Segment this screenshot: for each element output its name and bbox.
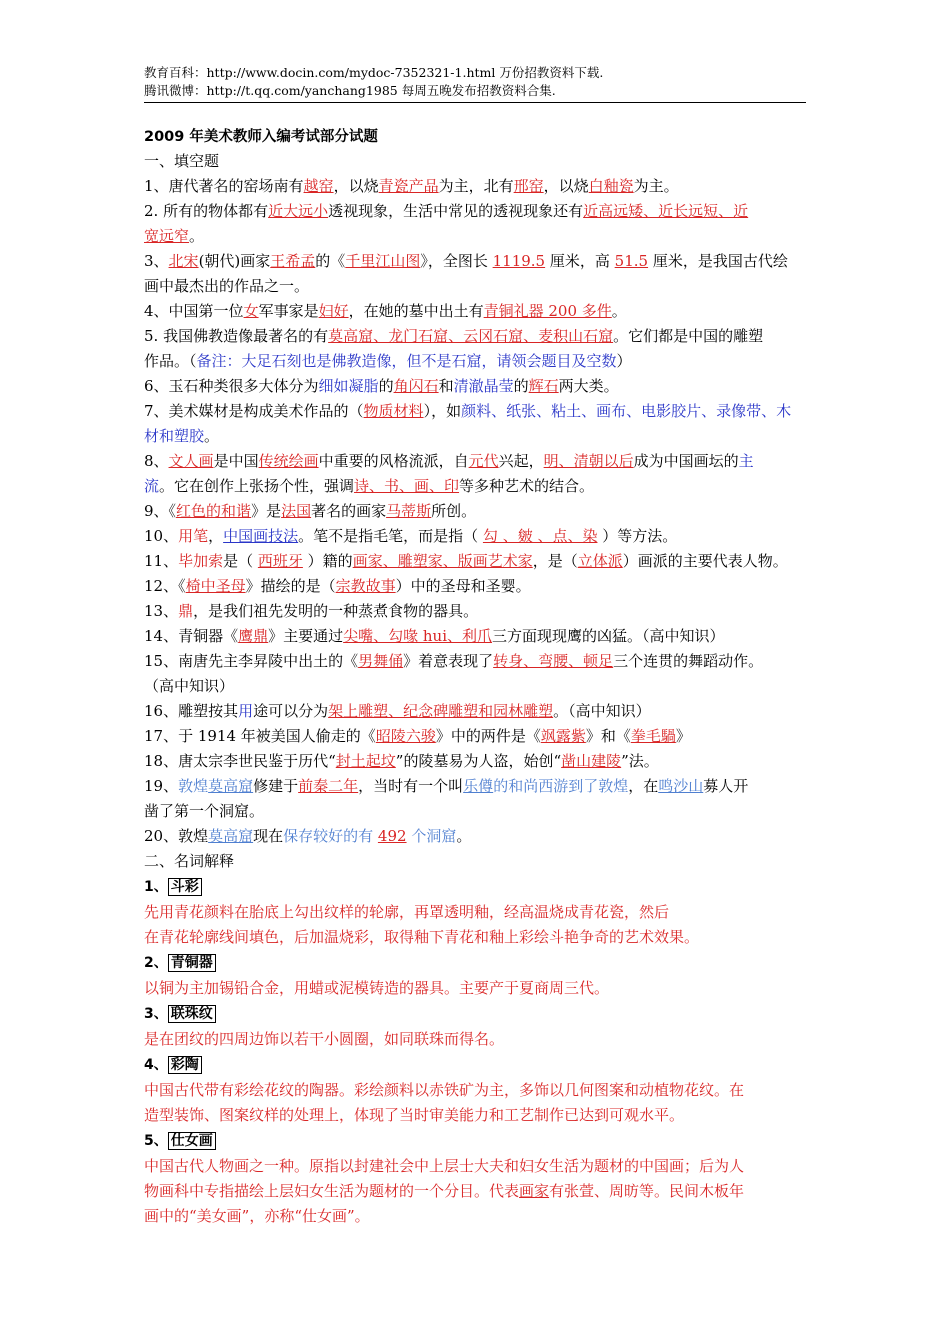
answer: 凿山建陵 bbox=[561, 752, 622, 770]
answer: 王希孟 bbox=[270, 252, 316, 270]
text: ，是我们祖先发明的一种蒸煮食物的器具。 bbox=[193, 602, 479, 620]
term-1-definition: 在青花轮廓线间填色，后加温烧彩，取得釉下青花和釉上彩绘斗艳争奇的艺术效果。 bbox=[144, 928, 700, 946]
document-title: 2009 年美术教师入编考试部分试题 bbox=[144, 129, 378, 145]
answer: 邢窑 bbox=[513, 177, 544, 195]
answer: 乐僔 bbox=[463, 777, 494, 795]
question-4 bbox=[144, 299, 806, 324]
text: 成为中国画坛的 bbox=[633, 452, 739, 470]
question-5-cont bbox=[144, 349, 806, 374]
question-11 bbox=[144, 549, 806, 574]
note: 备注：大足石刻也是佛教造像，但不是石窟，请领会题目及空数 bbox=[196, 352, 617, 370]
text: 现在 bbox=[253, 827, 284, 845]
header-line-2: 腾讯微博：http://t.qq.com/yanchang1985 每周五晚发布招教资料合集. bbox=[144, 83, 556, 98]
text: 三个连贯的舞蹈动作。 bbox=[613, 652, 764, 670]
term-4-heading bbox=[144, 1052, 806, 1078]
question-10 bbox=[144, 524, 806, 549]
text: 。它们都是中国的雕塑 bbox=[613, 327, 764, 345]
answer: 前秦二年 bbox=[298, 777, 359, 795]
text: 3、 bbox=[144, 252, 169, 270]
term-number: 5、 bbox=[144, 1133, 168, 1149]
term-label: 联珠纹 bbox=[168, 1005, 216, 1023]
answer: 封土起坟 bbox=[335, 752, 396, 770]
section-heading-fill-blank: 一、填空题 bbox=[144, 152, 220, 170]
text: 》和《 bbox=[585, 727, 631, 745]
answer: 鹰鼎 bbox=[238, 627, 269, 645]
question-12 bbox=[144, 574, 806, 599]
text: 。笔不是指毛笔，而是指（ bbox=[298, 527, 483, 545]
text: 三方面现现鹰的凶猛。（高中知识） bbox=[492, 627, 725, 645]
text: 9、《 bbox=[144, 502, 177, 520]
term-number: 1、 bbox=[144, 879, 168, 895]
answer: 青瓷产品 bbox=[378, 177, 439, 195]
question-8-cont bbox=[144, 474, 806, 499]
question-15-cont: （高中知识） bbox=[144, 677, 235, 695]
text: 》中的两件是《 bbox=[435, 727, 541, 745]
text: ，以烧 bbox=[543, 177, 589, 195]
text: 作品。（ bbox=[144, 352, 197, 370]
answer: 莫高窟、龙门石窟、云冈石窟、麦积山石窟 bbox=[328, 327, 614, 345]
answer: 传统绘画 bbox=[258, 452, 319, 470]
answer: 越窑 bbox=[303, 177, 334, 195]
answer: 立体派 bbox=[577, 552, 623, 570]
text: 19、 bbox=[144, 777, 179, 795]
question-3-cont: 画中最杰出的作品之一。 bbox=[144, 277, 310, 295]
answer: 昭陵六骏 bbox=[375, 727, 436, 745]
document-page bbox=[144, 64, 806, 1229]
answer: 文人画 bbox=[168, 452, 214, 470]
answer: 千里江山图 bbox=[345, 252, 421, 270]
text: 。（高中知识） bbox=[553, 702, 651, 720]
answer: 法国 bbox=[281, 502, 312, 520]
text: 14、青铜器《 bbox=[144, 627, 239, 645]
question-5 bbox=[144, 324, 806, 349]
term-1-heading bbox=[144, 874, 806, 900]
question-2 bbox=[144, 199, 806, 224]
text: 修建于 bbox=[253, 777, 299, 795]
page-header bbox=[144, 64, 806, 100]
text: ，是（ bbox=[532, 552, 578, 570]
text: 》着意表现了 bbox=[403, 652, 494, 670]
answer: 清澈晶莹 bbox=[453, 377, 514, 395]
answer: 鼎 bbox=[178, 602, 194, 620]
text: 。它在创作上张扬个性，强调 bbox=[159, 477, 355, 495]
text: 中重要的风格流派，自 bbox=[318, 452, 469, 470]
term-5-definition: 中国古代人物画之一种。原指以封建社会中上层士大夫和妇女生活为题材的中国画；后为人 bbox=[144, 1157, 745, 1175]
text: 11、 bbox=[144, 552, 179, 570]
answer: 毕加索 bbox=[178, 552, 224, 570]
term-5-heading bbox=[144, 1128, 806, 1154]
answer: 近大远小 bbox=[268, 202, 329, 220]
text: 》是 bbox=[251, 502, 282, 520]
question-16 bbox=[144, 699, 806, 724]
answer: 个洞窟 bbox=[406, 827, 457, 845]
answer: 1119.5 bbox=[492, 252, 546, 270]
answer: 红色的和谐 bbox=[176, 502, 252, 520]
text: 所创。 bbox=[431, 502, 477, 520]
question-7-cont bbox=[144, 424, 806, 449]
answer: 的和尚西游到了敦煌 bbox=[493, 777, 629, 795]
text: 13、 bbox=[144, 602, 179, 620]
text: ），如 bbox=[423, 402, 462, 420]
term-number: 2、 bbox=[144, 955, 168, 971]
answer: 椅中圣母 bbox=[185, 577, 246, 595]
term-5-definition bbox=[144, 1179, 806, 1204]
answer: 近高远矮、近长远短、近 bbox=[583, 202, 749, 220]
text: 20、敦煌 bbox=[144, 827, 209, 845]
text: 5. 我国佛教造像最著名的有 bbox=[144, 327, 329, 345]
text: 有张萱、周昉等。民间木板年 bbox=[549, 1182, 745, 1200]
text: 为主。 bbox=[633, 177, 679, 195]
text: 厘米，高 bbox=[545, 252, 615, 270]
text: ，在 bbox=[628, 777, 659, 795]
question-17 bbox=[144, 724, 806, 749]
answer: 莫高窟 bbox=[208, 777, 254, 795]
answer: 元代 bbox=[468, 452, 499, 470]
answer: 诗、书、画、印 bbox=[354, 477, 460, 495]
question-6 bbox=[144, 374, 806, 399]
question-15 bbox=[144, 649, 806, 674]
term-3-heading bbox=[144, 1001, 806, 1027]
answer: 女 bbox=[243, 302, 259, 320]
text: 》 bbox=[675, 727, 691, 745]
answer: 白釉瓷 bbox=[588, 177, 634, 195]
text: 透视现象，生活中常见的透视现象还有 bbox=[328, 202, 584, 220]
answer: 物质材料 bbox=[363, 402, 424, 420]
text: ”的陵墓易为人盗，始创“ bbox=[395, 752, 562, 770]
text: 兴起， bbox=[498, 452, 544, 470]
question-18 bbox=[144, 749, 806, 774]
text: 》描绘的是（ bbox=[245, 577, 336, 595]
text: ）中的圣母和圣婴。 bbox=[395, 577, 531, 595]
text: 12、《 bbox=[144, 577, 186, 595]
section-heading-terms: 二、名词解释 bbox=[144, 852, 235, 870]
text: ，以烧 bbox=[333, 177, 379, 195]
answer: 妇好 bbox=[318, 302, 349, 320]
term-1-definition: 先用青花颜料在胎底上勾出纹样的轮廓，再罩透明釉，经高温烧成青花瓷，然后 bbox=[144, 903, 670, 921]
answer: 青铜礼器 200 多件 bbox=[483, 302, 612, 320]
text: ）等方法。 bbox=[597, 527, 678, 545]
term-4-definition: 造型装饰、图案纹样的处理上，体现了当时审美能力和工艺制作已达到可观水平。 bbox=[144, 1106, 685, 1124]
answer: 主 bbox=[738, 452, 754, 470]
question-8 bbox=[144, 449, 806, 474]
text: 著名的画家 bbox=[311, 502, 387, 520]
question-3 bbox=[144, 249, 806, 274]
answer: 西班牙 bbox=[257, 552, 303, 570]
text: 》，全图长 bbox=[420, 252, 493, 270]
answer: 宗教故事 bbox=[335, 577, 396, 595]
text: 等多种艺术的结合。 bbox=[459, 477, 595, 495]
answer: 画家、雕塑家、版画艺术家 bbox=[352, 552, 533, 570]
answer: 男舞俑 bbox=[358, 652, 404, 670]
text: 两大类。 bbox=[558, 377, 619, 395]
answer: 用 bbox=[238, 702, 254, 720]
text: 。 bbox=[456, 827, 472, 845]
answer: 辉石 bbox=[528, 377, 559, 395]
answer: 明、清朝以后 bbox=[543, 452, 634, 470]
text: 17、于 1914 年被美国人偷走的《 bbox=[144, 727, 376, 745]
text: ）籍的 bbox=[302, 552, 353, 570]
answer: 转身、弯腰、顿足 bbox=[493, 652, 614, 670]
text: 7、美术媒材是构成美术作品的（ bbox=[144, 402, 364, 420]
text: 是（ bbox=[223, 552, 258, 570]
text: 2. 所有的物体都有 bbox=[144, 202, 269, 220]
text: 6、玉石种类很多大体分为 bbox=[144, 377, 319, 395]
term-label: 青铜器 bbox=[168, 954, 216, 972]
question-1 bbox=[144, 174, 806, 199]
term-2-definition: 以铜为主加锡铅合金，用蜡或泥模铸造的器具。主要产于夏商周三代。 bbox=[144, 979, 610, 997]
text: 厘米，是我国古代绘 bbox=[648, 252, 788, 270]
text: 。 bbox=[204, 427, 220, 445]
answer: 材和塑胶 bbox=[144, 427, 205, 445]
text: 的《 bbox=[315, 252, 346, 270]
question-13 bbox=[144, 599, 806, 624]
answer: 马蒂斯 bbox=[386, 502, 432, 520]
answer: 51.5 bbox=[614, 252, 649, 270]
answer: 莫高窟 bbox=[208, 827, 254, 845]
term-3-definition: 是在团纹的四周边饰以若干小圆圈，如同联珠而得名。 bbox=[144, 1030, 505, 1048]
answer: 颜料、纸张、粘土、画布、电影胶片、录像带、木 bbox=[461, 402, 792, 420]
term-number: 4、 bbox=[144, 1057, 168, 1073]
text: ）画派的主要代表人物。 bbox=[622, 552, 788, 570]
term-4-definition: 中国古代带有彩绘花纹的陶器。彩绘颜料以赤铁矿为主，多饰以几何图案和动植物花纹。在 bbox=[144, 1081, 745, 1099]
text: 为主，北有 bbox=[438, 177, 514, 195]
question-7 bbox=[144, 399, 806, 424]
text: 4、中国第一位 bbox=[144, 302, 244, 320]
term-label: 彩陶 bbox=[168, 1056, 202, 1074]
text: ，在她的墓中出土有 bbox=[348, 302, 484, 320]
term-number: 3、 bbox=[144, 1006, 168, 1022]
text: 。 bbox=[189, 227, 205, 245]
answer: 北宋 bbox=[168, 252, 199, 270]
question-19 bbox=[144, 774, 806, 799]
text: 1、唐代著名的窑场南有 bbox=[144, 177, 304, 195]
term-label: 斗彩 bbox=[168, 878, 202, 896]
term-2-heading bbox=[144, 950, 806, 976]
term-label: 仕女画 bbox=[168, 1132, 216, 1150]
answer: 中国画技法 bbox=[223, 527, 299, 545]
text: 画家 bbox=[519, 1182, 550, 1200]
answer: 用笔 bbox=[178, 527, 209, 545]
term-5-definition: 画中的“美女画”，亦称“仕女画”。 bbox=[144, 1207, 370, 1225]
text: 募人开 bbox=[703, 777, 749, 795]
text: 途可以分为 bbox=[253, 702, 329, 720]
answer: 飒露紫 bbox=[540, 727, 586, 745]
text: 和 bbox=[438, 377, 454, 395]
text: ”法。 bbox=[621, 752, 659, 770]
answer: 尖嘴、勾喙 hui、利爪 bbox=[343, 627, 493, 645]
text: 的 bbox=[378, 377, 394, 395]
question-19-cont: 凿了第一个洞窟。 bbox=[144, 802, 265, 820]
text: 16、雕塑按其 bbox=[144, 702, 239, 720]
text: ） bbox=[616, 352, 632, 370]
answer: 保存较好的有 bbox=[283, 827, 378, 845]
question-20 bbox=[144, 824, 806, 849]
text: ， bbox=[208, 527, 224, 545]
text: 军事家是 bbox=[258, 302, 319, 320]
text: (朝代)画家 bbox=[198, 252, 271, 270]
question-9 bbox=[144, 499, 806, 524]
answer: 勾 、皴 、点、染 bbox=[482, 527, 598, 545]
answer: 492 bbox=[377, 827, 407, 845]
answer: 敦煌 bbox=[178, 777, 209, 795]
text: 》主要通过 bbox=[268, 627, 344, 645]
text: 10、 bbox=[144, 527, 179, 545]
text: 15、南唐先主李昇陵中出土的《 bbox=[144, 652, 359, 670]
text: 是中国 bbox=[213, 452, 259, 470]
answer: 细如凝脂 bbox=[318, 377, 379, 395]
text: 18、唐太宗李世民鉴于历代“ bbox=[144, 752, 336, 770]
answer: 流 bbox=[144, 477, 160, 495]
answer: 拳毛騧 bbox=[630, 727, 676, 745]
text: 8、 bbox=[144, 452, 169, 470]
answer: 鸣沙山 bbox=[658, 777, 704, 795]
text: ，当时有一个叫 bbox=[358, 777, 464, 795]
question-2-cont bbox=[144, 224, 806, 249]
answer: 架上雕塑、纪念碑雕塑和园林雕塑 bbox=[328, 702, 554, 720]
header-rule bbox=[144, 102, 806, 103]
answer: 角闪石 bbox=[393, 377, 439, 395]
header-line-1: 教育百科：http://www.docin.com/mydoc-7352321-1.html 万份招教资料下载. bbox=[144, 65, 604, 80]
text: 。 bbox=[611, 302, 627, 320]
text: 物画科中专指描绘上层妇女生活为题材的一个分目。代表 bbox=[144, 1182, 520, 1200]
question-14 bbox=[144, 624, 806, 649]
text: 的 bbox=[513, 377, 529, 395]
answer: 宽远窄 bbox=[144, 227, 190, 245]
